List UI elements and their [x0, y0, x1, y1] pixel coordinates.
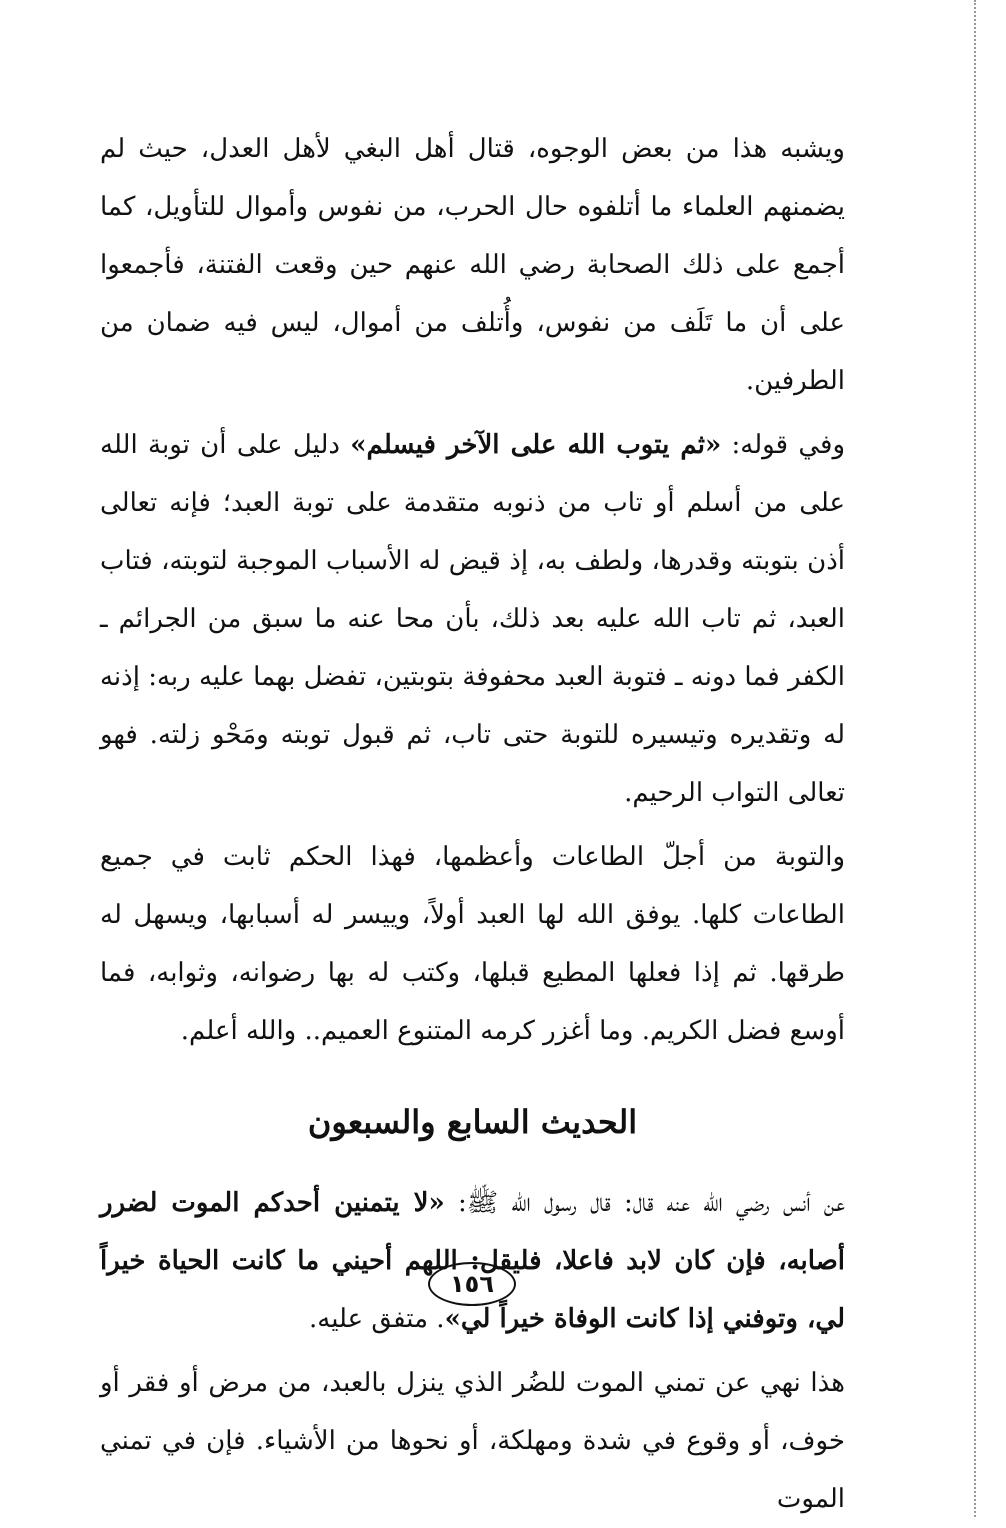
paragraph-rebels-ruling	[100, 120, 845, 410]
paragraph-commentary	[100, 1354, 845, 1528]
paragraph-text: هذا نهي عن تمني الموت للضُر الذي ينزل بالعبد، من مرض أو فقر أو خوف، أو وقوع في شدة ومهلكة، أو نحوها من الأشياء. فإن في تمني الموت	[100, 1368, 845, 1514]
paragraph-lead-text: عن أنس رضي الله عنه قال: قال رسول الله ﷺ:	[444, 1188, 845, 1218]
chapter-heading: الحديث السابع والسبعون	[307, 1103, 638, 1141]
scan-edge-line	[974, 0, 976, 1517]
paragraph-hadith	[100, 1174, 845, 1348]
hadith-quote: «لا يتمنين أحدكم الموت لضرر أصابه، فإن كان لابد فاعلا، فليقل: اللهم أحيني ما كانت الحياة خيراً لي، وتوفني إذا كانت الوفاة خيراً لي»	[100, 1188, 845, 1334]
paragraph-obedience	[100, 828, 845, 1060]
hadith-quote: «ثم يتوب الله على الآخر فيسلم»	[350, 430, 722, 460]
paragraph-text: والتوبة من أجلّ الطاعات وأعظمها، فهذا الحكم ثابت في جميع الطاعات كلها. يوفق الله لها العبد أولاً، وييسر له أسبابها، ويسهل له طرقها. ثم إذا فعلها المطيع قبلها، وكتب له بها رضوانه، وثوابه، فما أوسع فضل الكريم. وما أغزر كرمه المتنوع العميم.. والله أعلم.	[100, 842, 845, 1046]
book-page	[100, 120, 845, 1528]
paragraph-text: . متفق عليه.	[308, 1304, 445, 1334]
paragraph-text: دليل على أن توبة الله على من أسلم أو تاب من ذنوبه متقدمة على توبة العبد؛ فإنه تعالى أذن بتوبته وقدرها، ولطف به، إذ قيض له الأسباب الموجبة لتوبته، فتاب العبد، ثم تاب الله عليه بعد ذلك، بأن محا عنه ما سبق من الجرائم ـ الكفر فما دونه ـ فتوبة العبد محفوفة بتوبتين، تفضل بهما عليه ربه: إذنه له وتقديره وتيسيره للتوبة حتى تاب، ثم قبول توبته ومَحْو زلته. فهو تعالى التواب الرحيم.	[99, 430, 845, 808]
paragraph-lead-text: وفي قوله:	[721, 430, 845, 460]
paragraph-repentance-order	[100, 416, 845, 822]
page-number: ١٥٦	[428, 1262, 516, 1306]
paragraph-text: ويشبه هذا من بعض الوجوه، قتال أهل البغي لأهل العدل، حيث لم يضمنهم العلماء ما أتلفوه حال الحرب، من نفوس وأموال للتأويل، كما أجمع على ذلك الصحابة رضي الله عنهم حين وقعت الفتنة، فأجمعوا على أن ما تَلَف من نفوس، وأُتلف من أموال، ليس فيه ضمان من الطرفين.	[100, 134, 845, 396]
